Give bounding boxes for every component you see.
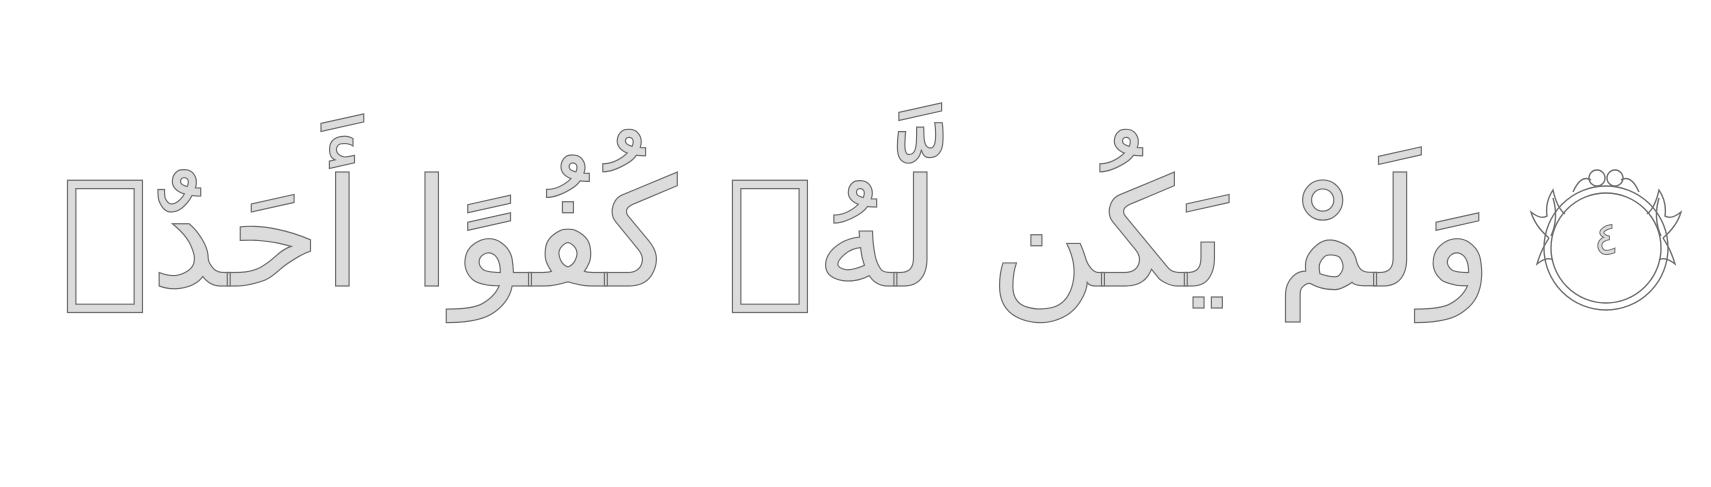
verse-text: وَلَمْ يَكُن لَّهُۥ كُفُوًا أَحَدٌۢ: [60, 148, 1494, 322]
ayah-end-marker-icon: [1511, 140, 1701, 330]
ayah-number: ٤: [1593, 211, 1619, 265]
verse-line: [60, 120, 1640, 350]
